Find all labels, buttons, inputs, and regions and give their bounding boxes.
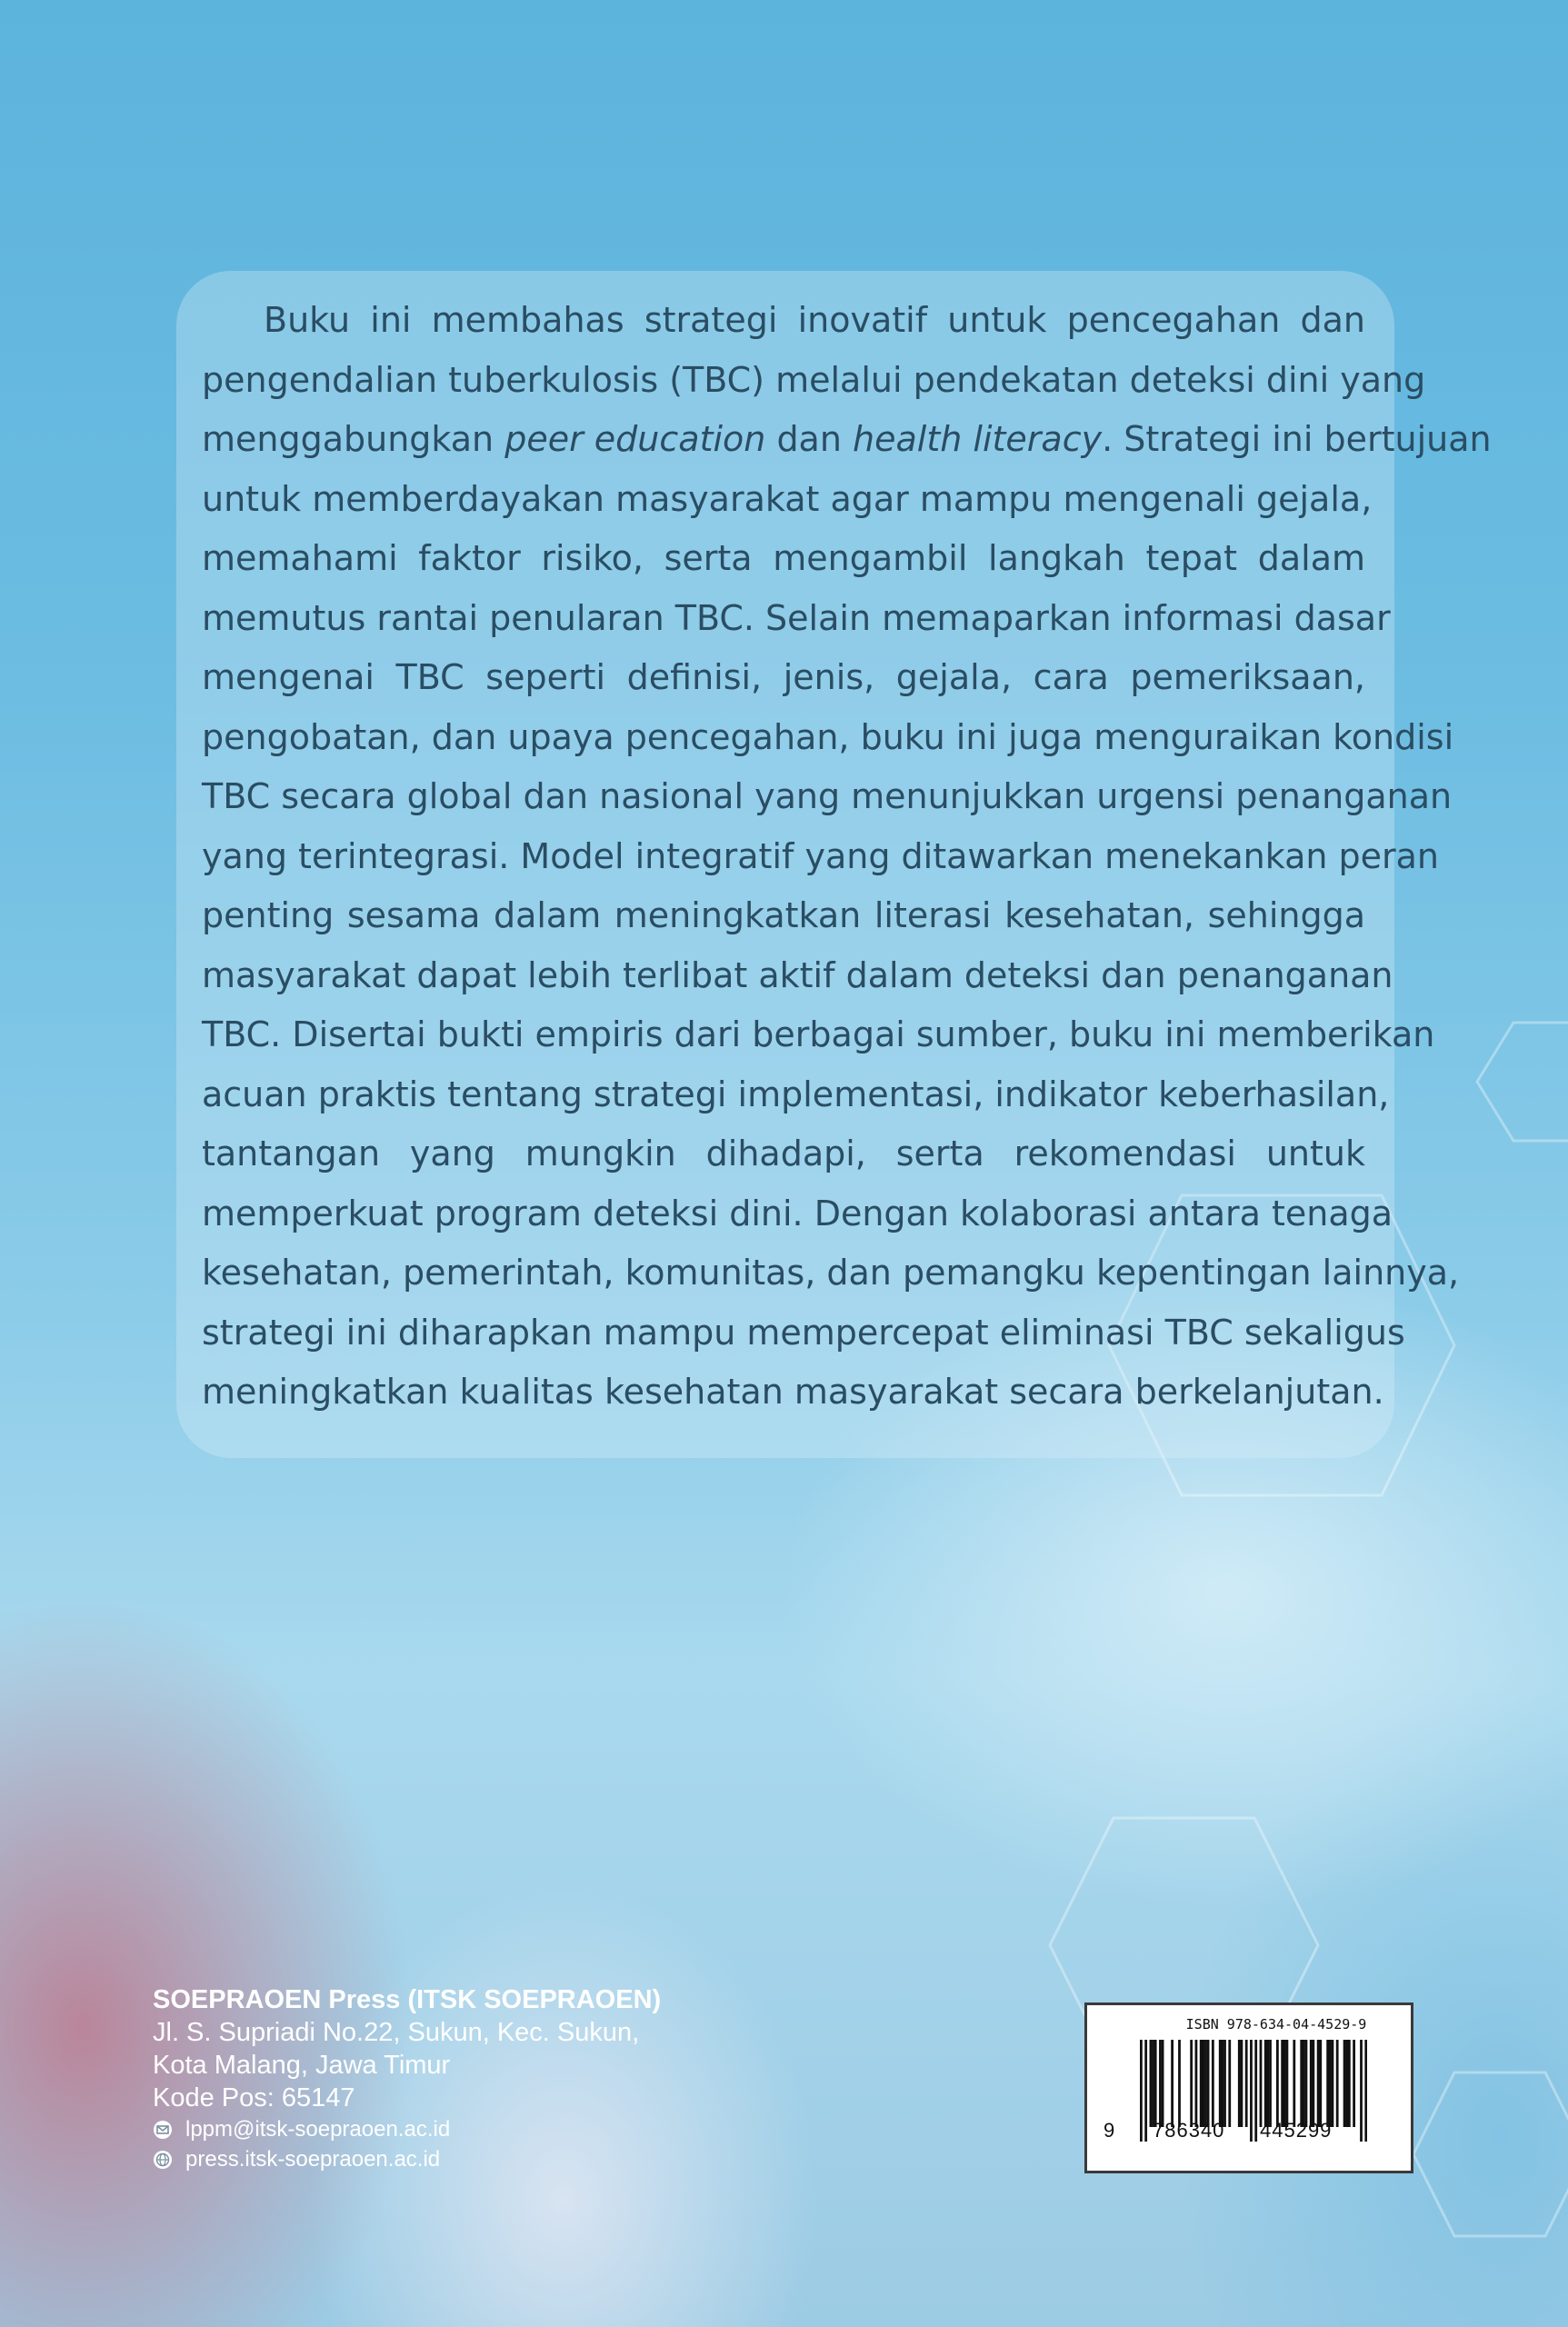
barcode-bar [1276, 2040, 1279, 2127]
barcode-bar [1293, 2040, 1295, 2127]
barcode-bar [1171, 2040, 1174, 2127]
barcode-bar [1159, 2040, 1162, 2127]
publisher-info [153, 1983, 661, 2174]
publisher-address-line1: Jl. S. Supriadi No.22, Sukun, Kec. Sukun, [153, 2018, 640, 2047]
barcode-bar [1332, 2040, 1334, 2127]
barcode-bar [1260, 2040, 1263, 2127]
publisher-website[interactable]: press.itsk-soepraoen.ac.id [185, 2147, 441, 2172]
synopsis-line: strategi ini diharapkan mampu mempercepat eliminasi TBC sekaligus [202, 1312, 1405, 1353]
barcode-bar [1283, 2040, 1286, 2127]
barcode-bar [1162, 2040, 1164, 2127]
synopsis-line: tantangan yang mungkin dihadapi, serta rekomendasi untuk [202, 1134, 1365, 1173]
barcode-bar [1195, 2040, 1198, 2127]
barcode-bar [1152, 2040, 1154, 2127]
barcode-bar [1364, 2040, 1367, 2142]
barcode-bar [1190, 2040, 1193, 2127]
publisher-email[interactable]: lppm@itsk-soepraoen.ac.id [185, 2117, 451, 2142]
barcode-bar [1266, 2040, 1269, 2127]
barcode-bar [1343, 2040, 1346, 2127]
synopsis-line: kesehatan, pemerintah, komunitas, dan pemangku kepentingan lainnya, [202, 1253, 1460, 1293]
barcode-bar [1305, 2040, 1308, 2127]
barcode-bar [1219, 2040, 1222, 2127]
barcode-bar [1245, 2040, 1248, 2127]
barcode-bar [1303, 2040, 1305, 2127]
publisher-name: SOEPRAOEN Press (ITSK SOEPRAOEN) [153, 1985, 662, 2014]
synopsis-line: yang terintegrasi. Model integratif yang ditawarkan menekankan peran [202, 835, 1440, 876]
synopsis-italic-term: health literacy [853, 419, 1103, 459]
synopsis-line: TBC secara global dan nasional yang menunjukkan urgensi penanganan [202, 776, 1453, 816]
barcode-bar [1207, 2040, 1210, 2127]
barcode-bar [1326, 2040, 1329, 2127]
barcode-bar [1317, 2040, 1320, 2127]
publisher-address-line2: Kota Malang, Jawa Timur [153, 2051, 451, 2080]
barcode-bar [1150, 2040, 1153, 2127]
barcode-bar [1200, 2040, 1203, 2127]
barcode-bar [1264, 2040, 1267, 2127]
barcode-bar [1269, 2040, 1272, 2127]
synopsis-line: meningkatkan kualitas kesehatan masyarakat secara berkelanjutan. [202, 1372, 1384, 1412]
synopsis-line: menggabungkan peer education dan health literacy. Strategi ini bertujuan [202, 419, 1492, 459]
barcode-bar [1312, 2040, 1314, 2127]
barcode-bar [1281, 2040, 1283, 2127]
synopsis-line: acuan praktis tentang strategi implementasi, indikator keberhasilan, [202, 1074, 1390, 1114]
barcode-bar [1360, 2040, 1363, 2142]
synopsis-line: pengobatan, dan upaya pencegahan, buku ini juga menguraikan kondisi [202, 716, 1454, 757]
barcode-bar [1286, 2040, 1289, 2127]
barcode-bar [1336, 2040, 1339, 2127]
synopsis-line: Buku ini membahas strategi inovatif untuk pencegahan dan [264, 300, 1365, 340]
synopsis-italic-term: peer education [504, 419, 766, 459]
globe-icon [153, 2150, 173, 2170]
barcode-bar [1300, 2040, 1303, 2127]
barcode-bar [1254, 2040, 1257, 2142]
barcode-bar [1223, 2040, 1226, 2127]
barcode-bar [1310, 2040, 1313, 2127]
barcode-bar [1154, 2040, 1157, 2127]
barcode-bar [1348, 2040, 1351, 2127]
barcode-bar [1345, 2040, 1348, 2127]
barcode-bar [1202, 2040, 1204, 2127]
synopsis-line: pengendalian tuberkulosis (TBC) melalui pendekatan deteksi dini yang [202, 359, 1426, 400]
barcode-bar [1241, 2040, 1243, 2127]
synopsis-text [202, 291, 1492, 1423]
publisher-postal-code: Kode Pos: 65147 [153, 2083, 355, 2112]
barcode-bar [1144, 2040, 1147, 2142]
isbn-barcode [1084, 2002, 1413, 2173]
envelope-icon [153, 2120, 173, 2140]
isbn-label: ISBN 978-634-04-4529-9 [1185, 2016, 1367, 2032]
barcode-bar [1250, 2040, 1253, 2142]
synopsis-line: mengenai TBC seperti definisi, jenis, gejala, cara pemeriksaan, [202, 657, 1365, 697]
barcode-digits-right: 445299 [1260, 2119, 1333, 2142]
barcode-bar [1353, 2040, 1355, 2127]
synopsis-line: memutus rantai penularan TBC. Selain memaparkan informasi dasar [202, 597, 1391, 638]
barcode-bar [1238, 2040, 1241, 2127]
publisher-website-row [153, 2144, 661, 2174]
synopsis-line: memahami faktor risiko, serta mengambil langkah tepat dalam [202, 538, 1365, 578]
synopsis-line: masyarakat dapat lebih terlibat aktif dalam deteksi dan penanganan [202, 954, 1393, 995]
barcode-digits-left: 786340 [1153, 2119, 1225, 2142]
barcode-bar [1228, 2040, 1231, 2127]
barcode-digit-first: 9 [1104, 2119, 1115, 2142]
barcode-bar [1140, 2040, 1143, 2142]
synopsis-line: memperkuat program deteksi dini. Dengan kolaborasi antara tenaga [202, 1193, 1393, 1233]
barcode-bar [1204, 2040, 1207, 2127]
synopsis-line: TBC. Disertai bukti empiris dari berbagai sumber, buku ini memberikan [202, 1014, 1435, 1054]
synopsis-line: untuk memberdayakan masyarakat agar mampu mengenali gejala, [202, 478, 1373, 519]
barcode-bar [1329, 2040, 1332, 2127]
barcode-bar [1178, 2040, 1181, 2127]
synopsis-line: penting sesama dalam meningkatkan literasi kesehatan, sehingga [202, 895, 1365, 935]
barcode-bar [1319, 2040, 1322, 2127]
barcode-bar [1221, 2040, 1223, 2127]
barcode-bar [1212, 2040, 1214, 2127]
publisher-email-row [153, 2114, 661, 2144]
